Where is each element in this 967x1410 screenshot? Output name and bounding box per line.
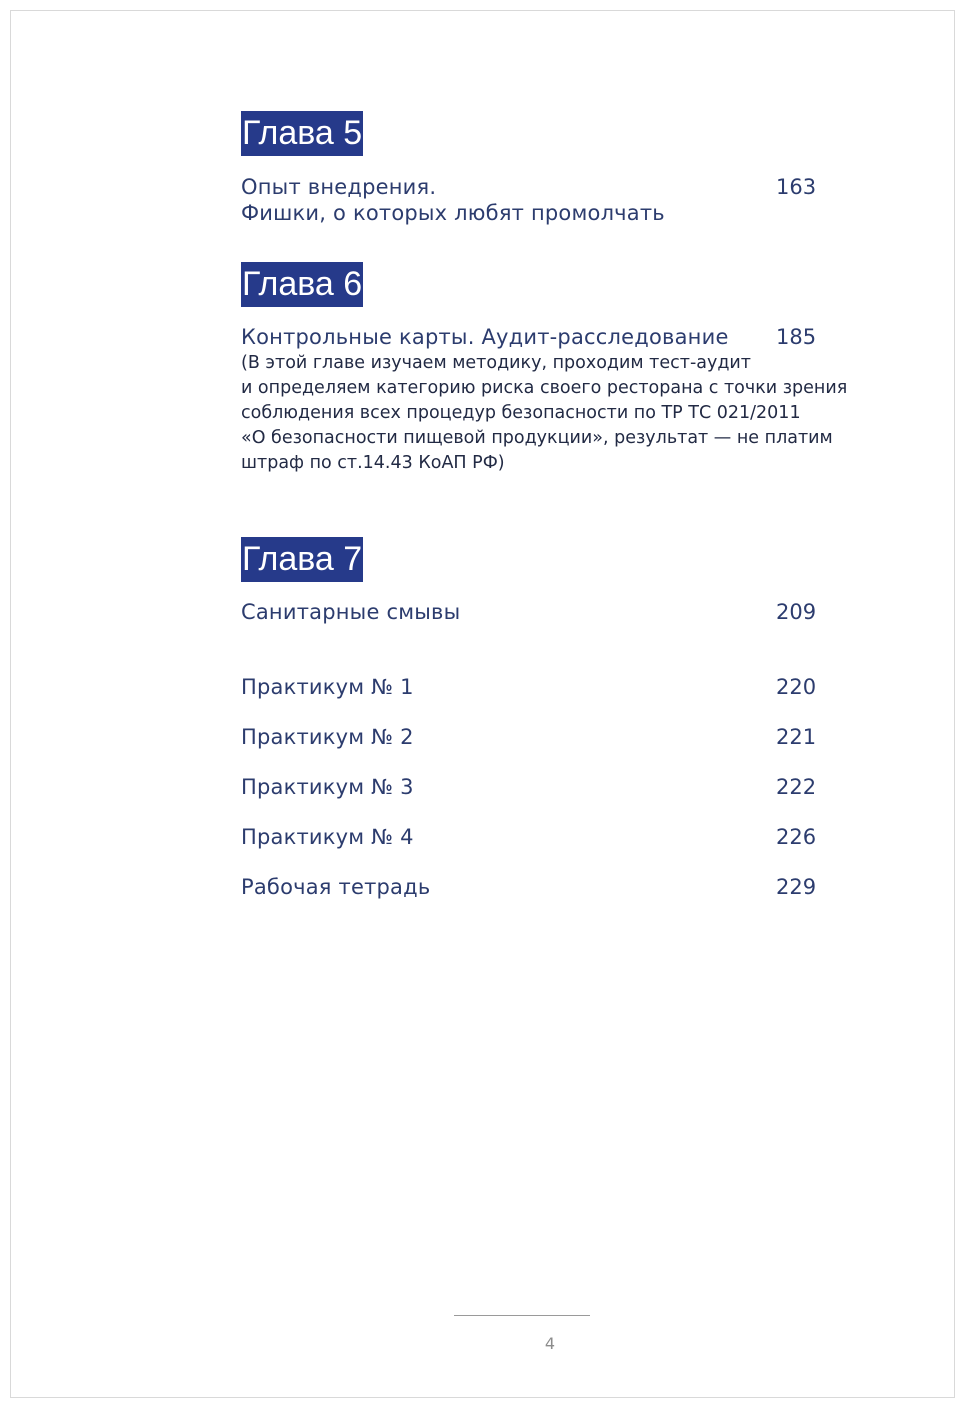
toc-entry-title[interactable]: Практикум № 3 bbox=[241, 775, 414, 799]
toc-entry-title-line[interactable]: Контрольные карты. Аудит-расследование bbox=[241, 325, 729, 349]
description-line: соблюдения всех процедур безопасности по ТР ТС 021/2011 bbox=[241, 403, 801, 423]
toc-entry-title[interactable]: Практикум № 4 bbox=[241, 825, 414, 849]
toc-entry-page[interactable]: 209 bbox=[776, 600, 817, 624]
page-number: 4 bbox=[544, 1334, 556, 1353]
chapter-6-heading: Глава 6 bbox=[241, 262, 363, 307]
toc-entry-page[interactable]: 222 bbox=[776, 775, 817, 799]
chapter-7-heading: Глава 7 bbox=[241, 537, 363, 582]
description-line: (В этой главе изучаем методику, проходим тест-аудит bbox=[241, 353, 752, 373]
toc-entry-title[interactable]: Практикум № 2 bbox=[241, 725, 414, 749]
description-line: штраф по ст.14.43 КоАП РФ) bbox=[241, 453, 505, 473]
toc-entry-page[interactable]: 221 bbox=[776, 725, 817, 749]
chapter-5-heading: Глава 5 bbox=[241, 111, 363, 156]
toc-entry-title[interactable]: Санитарные смывы bbox=[241, 600, 461, 624]
toc-entry-page[interactable]: 220 bbox=[776, 675, 817, 699]
toc-entry-page[interactable]: 229 bbox=[776, 875, 817, 899]
toc-entry-title[interactable]: Рабочая тетрадь bbox=[241, 875, 431, 899]
toc-entry-title-line[interactable]: Фишки, о которых любят промолчать bbox=[241, 201, 665, 225]
toc-entry-title[interactable]: Практикум № 1 bbox=[241, 675, 414, 699]
toc-entry-title-line[interactable]: Опыт внедрения. bbox=[241, 175, 437, 199]
toc-entry-page[interactable]: 226 bbox=[776, 825, 817, 849]
description-line: «О безопасности пищевой продукции», результат — не платим bbox=[241, 428, 833, 448]
toc-entry-page[interactable]: 185 bbox=[776, 325, 817, 349]
toc-entry-page[interactable]: 163 bbox=[776, 175, 817, 199]
chapter-6-description bbox=[241, 351, 881, 476]
footer-divider bbox=[454, 1315, 590, 1316]
description-line: и определяем категорию риска своего ресторана с точки зрения bbox=[241, 378, 848, 398]
